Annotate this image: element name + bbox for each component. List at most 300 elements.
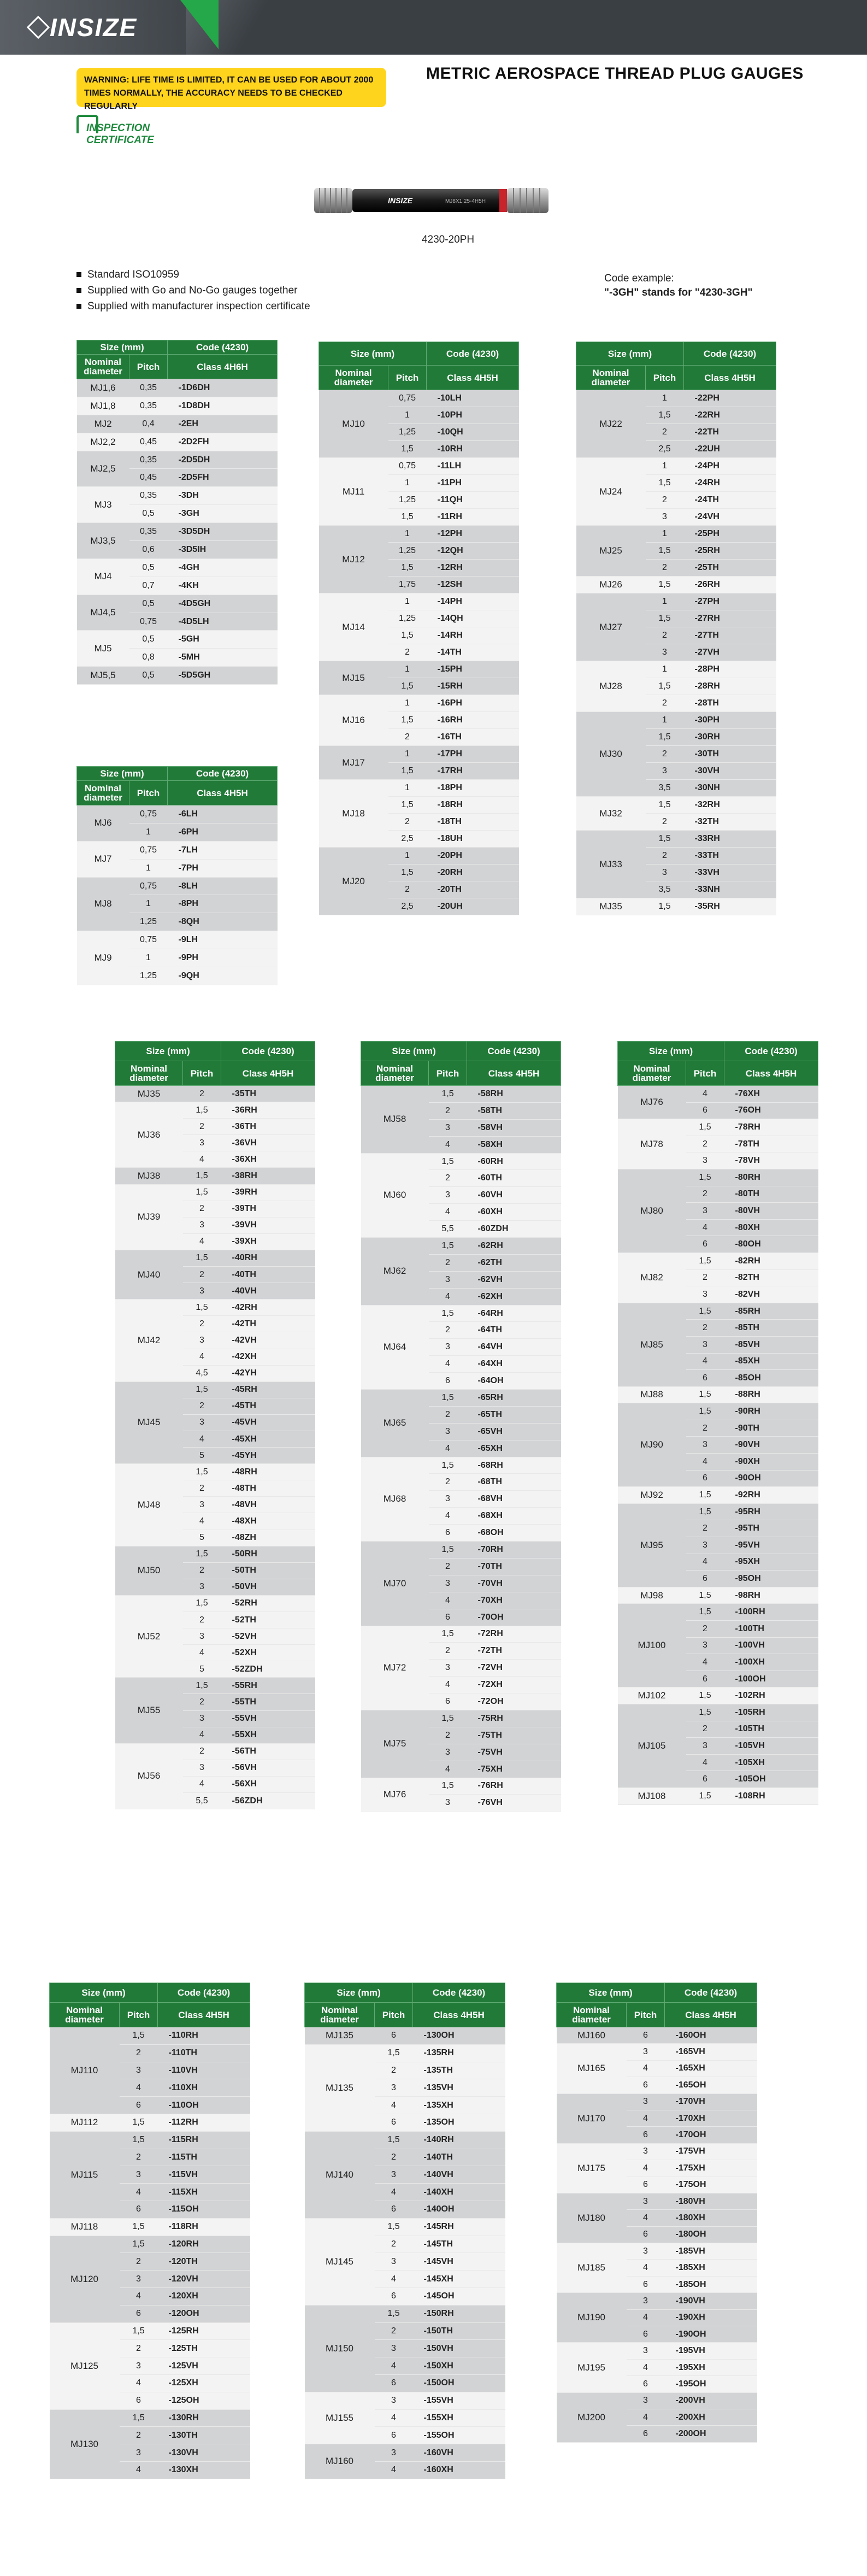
pitch-value: 6 <box>429 1693 467 1710</box>
nominal-diameter: MJ9 <box>77 931 129 985</box>
pitch-value: 1 <box>388 848 427 864</box>
nominal-diameter-header: Nominal diameter <box>50 2003 120 2027</box>
pitch-value: 3 <box>627 2093 665 2110</box>
header-row <box>576 342 776 366</box>
gauge-table <box>76 766 278 985</box>
pitch-value: 3 <box>429 1491 467 1508</box>
pitch-value: 1,5 <box>686 1119 724 1136</box>
pitch-value: 2 <box>183 1480 221 1497</box>
pitch-value: 1,25 <box>388 424 427 441</box>
gauge-code: -78VH <box>724 1152 818 1169</box>
pitch-value: 4 <box>429 1288 467 1305</box>
pitch-value: 4 <box>627 2260 665 2276</box>
table-row <box>305 2444 505 2462</box>
nominal-diameter: MJ82 <box>618 1252 686 1303</box>
gauge-code: -5D5GH <box>168 667 278 685</box>
gauge-code: -30RH <box>684 729 776 746</box>
pitch-value: 1,5 <box>183 1381 221 1398</box>
gauge-code: -90OH <box>724 1470 818 1487</box>
nominal-diameter: MJ145 <box>305 2218 375 2305</box>
gauge-code: -75XH <box>467 1761 561 1778</box>
gauge-code: -190XH <box>665 2309 757 2326</box>
subheader-row <box>77 355 278 379</box>
pitch-value: 1,5 <box>388 763 427 780</box>
gauge-code: -12SH <box>427 577 519 593</box>
gauge-code: -4D5LH <box>168 613 278 631</box>
gauge-code: -55XH <box>221 1727 315 1743</box>
nominal-diameter: MJ11 <box>319 458 388 526</box>
gauge-code: -175XH <box>665 2160 757 2177</box>
gauge-code: -12QH <box>427 543 519 560</box>
pitch-value: 1,5 <box>646 678 684 695</box>
gauge-code: -85XH <box>724 1353 818 1370</box>
code-example <box>604 272 753 300</box>
pitch-header: Pitch <box>129 781 168 805</box>
code-example-label: Code example: <box>604 273 674 284</box>
pitch-value: 4 <box>686 1554 724 1571</box>
pitch-value: 0,75 <box>388 390 427 407</box>
pitch-value: 1 <box>388 475 427 492</box>
gauge-code: -52VH <box>221 1628 315 1645</box>
pitch-value: 1 <box>388 780 427 797</box>
gauge-code: -55TH <box>221 1694 315 1710</box>
gauge-code: -135TH <box>413 2062 505 2079</box>
pitch-value: 3 <box>646 763 684 780</box>
gauge-code: -120OH <box>158 2305 250 2322</box>
pitch-value: 3 <box>429 1423 467 1440</box>
gauge-code: -55RH <box>221 1678 315 1694</box>
pitch-value: 4 <box>429 1761 467 1778</box>
pitch-value: 2 <box>646 492 684 509</box>
nominal-diameter: MJ48 <box>115 1464 183 1546</box>
gauge-code: -56TH <box>221 1743 315 1760</box>
gauge-code: -85TH <box>724 1320 818 1337</box>
gauge-code: -2EH <box>168 415 278 433</box>
pitch-value: 0,6 <box>129 541 168 559</box>
gauge-code: -20RH <box>427 864 519 881</box>
subheader-row <box>361 1061 561 1086</box>
gauge-code: -2D2FH <box>168 433 278 451</box>
gauge-code: -135RH <box>413 2044 505 2062</box>
pitch-value: 1 <box>388 526 427 543</box>
pitch-value: 2 <box>686 1186 724 1203</box>
gauge-code: -95RH <box>724 1503 818 1520</box>
table-row <box>576 526 776 543</box>
table-row <box>50 2409 250 2427</box>
pitch-value: 2 <box>183 1743 221 1760</box>
gauge-code: -135VH <box>413 2079 505 2097</box>
gauge-code: -11QH <box>427 492 519 509</box>
pitch-value: 4 <box>627 2210 665 2226</box>
gauge-code: -42YH <box>221 1365 315 1381</box>
size-header: Size (mm) <box>115 1042 221 1061</box>
gauge-code: -175OH <box>665 2177 757 2193</box>
pitch-value: 2 <box>120 2149 158 2166</box>
gauge-code: -100TH <box>724 1621 818 1638</box>
pitch-value: 2 <box>646 560 684 577</box>
pitch-value: 6 <box>120 2305 158 2322</box>
gauge-code: -76RH <box>467 1778 561 1795</box>
gauge-code: -185VH <box>665 2243 757 2260</box>
pitch-value: 4 <box>686 1654 724 1671</box>
nominal-diameter: MJ55 <box>115 1678 183 1743</box>
pitch-value: 6 <box>375 2027 413 2045</box>
gauge-code: -190VH <box>665 2293 757 2309</box>
table-row <box>618 1403 818 1420</box>
gauge-code: -80TH <box>724 1186 818 1203</box>
gauge-code: -38RH <box>221 1168 315 1184</box>
pitch-value: 2 <box>120 2044 158 2062</box>
header-row <box>115 1042 315 1061</box>
pitch-value: 6 <box>429 1373 467 1390</box>
class-header: Class 4H5H <box>467 1061 561 1086</box>
code-example-text <box>604 286 753 300</box>
nominal-diameter: MJ33 <box>576 831 646 898</box>
pitch-value: 1 <box>129 949 168 967</box>
pitch-value: 5 <box>183 1448 221 1464</box>
gauge-code: -115RH <box>158 2131 250 2149</box>
gauge-code: -110VH <box>158 2062 250 2079</box>
pitch-value: 1,5 <box>646 610 684 627</box>
gauge-code: -75TH <box>467 1727 561 1744</box>
pitch-value: 4 <box>375 2184 413 2201</box>
gauge-code: -195XH <box>665 2359 757 2375</box>
gauge-code: -130RH <box>158 2409 250 2427</box>
gauge-code: -70VH <box>467 1575 561 1592</box>
nominal-diameter: MJ190 <box>557 2293 627 2343</box>
pitch-value: 1,5 <box>429 1238 467 1255</box>
nominal-diameter: MJ15 <box>319 661 388 695</box>
feature-item: Supplied with Go and No-Go gauges together <box>76 283 310 298</box>
subheader-row <box>618 1061 818 1086</box>
pitch-value: 1,5 <box>388 864 427 881</box>
gauge-code: -85OH <box>724 1370 818 1387</box>
gauge-table <box>556 1983 757 2443</box>
subheader-row <box>305 2003 505 2027</box>
pitch-value: 2 <box>686 1721 724 1738</box>
table-row <box>50 2027 250 2045</box>
gauge-code: -76XH <box>724 1086 818 1103</box>
pitch-value: 3 <box>183 1135 221 1151</box>
pitch-value: 2 <box>120 2253 158 2271</box>
nominal-diameter: MJ75 <box>361 1710 429 1778</box>
table-row <box>115 1381 315 1398</box>
pitch-value: 1 <box>646 390 684 407</box>
pitch-value: 1,5 <box>375 2131 413 2149</box>
pitch-value: 1,5 <box>686 1787 724 1804</box>
gauge-code: -75VH <box>467 1744 561 1761</box>
code-header: Code (4230) <box>168 340 278 355</box>
gauge-code: -10RH <box>427 441 519 458</box>
table-row <box>77 805 278 824</box>
gauge-code: -72XH <box>467 1677 561 1693</box>
gauge-code: -4GH <box>168 558 278 577</box>
gauge-code: -24TH <box>684 492 776 509</box>
pitch-value: 0,75 <box>129 613 168 631</box>
pitch-value: 3 <box>183 1760 221 1776</box>
pitch-value: 3 <box>429 1575 467 1592</box>
pitch-value: 2,5 <box>388 898 427 915</box>
gauge-code: -100RH <box>724 1604 818 1621</box>
pitch-value: 2 <box>429 1643 467 1660</box>
nominal-diameter-header: Nominal diameter <box>305 2003 375 2027</box>
pitch-value: 2 <box>183 1612 221 1628</box>
nominal-diameter: MJ2,2 <box>77 433 129 451</box>
pitch-value: 1,5 <box>686 1487 724 1504</box>
pitch-value: 1,5 <box>686 1386 724 1403</box>
gauge-code: -95TH <box>724 1520 818 1537</box>
table-row <box>77 558 278 577</box>
gauge-code: -175VH <box>665 2143 757 2160</box>
table-row <box>50 2322 250 2340</box>
pitch-value: 1,25 <box>388 543 427 560</box>
certificate-line-1: INSPECTION <box>86 122 150 134</box>
nominal-diameter: MJ70 <box>361 1542 429 1626</box>
pitch-value: 2 <box>183 1398 221 1414</box>
product-gauge-image <box>311 176 552 225</box>
nominal-diameter: MJ52 <box>115 1595 183 1677</box>
nominal-diameter: MJ160 <box>305 2444 375 2479</box>
class-header: Class 4H5H <box>684 366 776 390</box>
code-header: Code (4230) <box>158 1983 250 2003</box>
pitch-value: 1,5 <box>686 1704 724 1721</box>
pitch-value: 2 <box>646 746 684 763</box>
gauge-code: -75RH <box>467 1710 561 1727</box>
pitch-value: 1,5 <box>388 509 427 526</box>
pitch-value: 2 <box>183 1562 221 1579</box>
pitch-value: 1,5 <box>388 627 427 644</box>
pitch-value: 4 <box>183 1513 221 1530</box>
subheader-row <box>557 2003 757 2027</box>
gauge-code: -35RH <box>684 898 776 915</box>
gauge-code: -170OH <box>665 2127 757 2143</box>
gauge-code: -32TH <box>684 814 776 831</box>
table-row <box>77 487 278 505</box>
table-row <box>576 797 776 814</box>
pitch-value: 3 <box>627 2143 665 2160</box>
table-row <box>115 1299 315 1316</box>
gauge-code: -110OH <box>158 2097 250 2114</box>
gauge-logo-text: INSIZE <box>388 196 413 205</box>
gauge-code: -125VH <box>158 2357 250 2375</box>
table-row <box>618 1119 818 1136</box>
pitch-value: 5,5 <box>429 1221 467 1238</box>
pitch-value: 4,5 <box>183 1365 221 1381</box>
pitch-value: 2 <box>183 1201 221 1217</box>
gauge-code: -62XH <box>467 1288 561 1305</box>
pitch-value: 5 <box>183 1661 221 1678</box>
gauge-code: -130TH <box>158 2427 250 2444</box>
pitch-value: 1,5 <box>646 543 684 560</box>
page-title: METRIC AEROSPACE THREAD PLUG GAUGES <box>426 64 804 83</box>
nominal-diameter: MJ112 <box>50 2114 120 2131</box>
gauge-code: -9LH <box>168 931 278 949</box>
table-row <box>50 2131 250 2149</box>
table-row <box>557 2392 757 2409</box>
gauge-code: -170XH <box>665 2110 757 2126</box>
gauge-table <box>304 1983 505 2479</box>
gauge-code: -60VH <box>467 1187 561 1204</box>
pitch-value: 3 <box>627 2392 665 2409</box>
gauge-code: -105TH <box>724 1721 818 1738</box>
pitch-value: 1,5 <box>120 2114 158 2131</box>
nominal-diameter: MJ115 <box>50 2131 120 2218</box>
pitch-value: 6 <box>686 1771 724 1788</box>
gauge-code: -8PH <box>168 895 278 913</box>
pitch-value: 1,5 <box>646 577 684 593</box>
nominal-diameter-header: Nominal diameter <box>576 366 646 390</box>
gauge-code: -118RH <box>158 2218 250 2236</box>
gauge-code: -58TH <box>467 1102 561 1119</box>
table-row <box>618 1086 818 1103</box>
table-row <box>319 593 519 610</box>
pitch-value: 3 <box>686 1286 724 1303</box>
code-header: Code (4230) <box>413 1983 505 2003</box>
pitch-value: 0,5 <box>129 558 168 577</box>
pitch-value: 1,5 <box>646 475 684 492</box>
pitch-value: 2 <box>429 1254 467 1271</box>
nominal-diameter: MJ125 <box>50 2322 120 2409</box>
gauge-code: -48ZH <box>221 1530 315 1546</box>
class-header: Class 4H5H <box>221 1061 315 1086</box>
nominal-diameter: MJ88 <box>618 1386 686 1403</box>
nominal-diameter: MJ5 <box>77 631 129 667</box>
gauge-code: -64VH <box>467 1339 561 1356</box>
header-row <box>319 342 519 366</box>
pitch-value: 1,5 <box>183 1250 221 1266</box>
pitch-value: 0,5 <box>129 631 168 649</box>
pitch-value: 4 <box>375 2357 413 2375</box>
pitch-value: 1,5 <box>429 1390 467 1407</box>
gauge-code: -45VH <box>221 1414 315 1431</box>
pitch-value: 4 <box>686 1754 724 1771</box>
gauge-code: -145OH <box>413 2287 505 2305</box>
gauge-code: -35TH <box>221 1086 315 1102</box>
pitch-value: 3 <box>429 1339 467 1356</box>
size-header: Size (mm) <box>576 342 684 366</box>
gauge-code: -30NH <box>684 780 776 797</box>
pitch-value: 1 <box>646 712 684 729</box>
gauge-code: -22PH <box>684 390 776 407</box>
pitch-value: 6 <box>627 2127 665 2143</box>
gauge-code: -185XH <box>665 2260 757 2276</box>
size-header: Size (mm) <box>50 1983 158 2003</box>
gauge-code: -18RH <box>427 797 519 814</box>
gauge-code: -140OH <box>413 2201 505 2218</box>
nominal-diameter: MJ6 <box>77 805 129 842</box>
gauge-code: -28PH <box>684 661 776 678</box>
gauge-code: -115XH <box>158 2184 250 2201</box>
pitch-header: Pitch <box>388 366 427 390</box>
pitch-value: 1,5 <box>686 1252 724 1269</box>
pitch-value: 3 <box>686 1738 724 1755</box>
gauge-code: -3DH <box>168 487 278 505</box>
gauge-code: -52TH <box>221 1612 315 1628</box>
gauge-code: -16TH <box>427 729 519 746</box>
pitch-value: 1 <box>646 458 684 475</box>
gauge-code: -100VH <box>724 1637 818 1654</box>
pitch-value: 3 <box>183 1332 221 1349</box>
pitch-header: Pitch <box>627 2003 665 2027</box>
nominal-diameter-header: Nominal diameter <box>77 781 129 805</box>
pitch-value: 1,5 <box>429 1626 467 1643</box>
gauge-code: -165XH <box>665 2060 757 2077</box>
nominal-diameter: MJ155 <box>305 2392 375 2444</box>
gauge-code: -68RH <box>467 1457 561 1474</box>
pitch-value: 2 <box>429 1170 467 1187</box>
pitch-value: 0,75 <box>129 877 168 895</box>
nominal-diameter: MJ39 <box>115 1184 183 1250</box>
nominal-diameter: MJ3,5 <box>77 523 129 559</box>
pitch-value: 3 <box>429 1187 467 1204</box>
class-header: Class 4H5H <box>665 2003 757 2027</box>
brand-name: INSIZE <box>50 13 138 42</box>
pitch-value: 3 <box>627 2293 665 2309</box>
nominal-diameter: MJ72 <box>361 1626 429 1710</box>
gauge-code: -110TH <box>158 2044 250 2062</box>
gauge-code: -145TH <box>413 2236 505 2253</box>
size-header: Size (mm) <box>319 342 427 366</box>
gauge-code: -10LH <box>427 390 519 407</box>
pitch-value: 4 <box>627 2409 665 2425</box>
pitch-value: 6 <box>120 2201 158 2218</box>
gauge-code: -42RH <box>221 1299 315 1316</box>
gauge-code: -80RH <box>724 1169 818 1186</box>
gauge-code: -68XH <box>467 1508 561 1525</box>
pitch-value: 4 <box>183 1645 221 1661</box>
gauge-code: -27VH <box>684 644 776 661</box>
table-row <box>576 831 776 848</box>
pitch-value: 1,5 <box>183 1546 221 1562</box>
gauge-code: -1D6DH <box>168 379 278 397</box>
gauge-code: -9PH <box>168 949 278 967</box>
code-header: Code (4230) <box>168 767 278 781</box>
gauge-code: -150VH <box>413 2340 505 2357</box>
nominal-diameter: MJ185 <box>557 2243 627 2293</box>
nominal-diameter: MJ7 <box>77 841 129 877</box>
pitch-value: 6 <box>686 1102 724 1119</box>
nominal-diameter: MJ35 <box>576 898 646 915</box>
nominal-diameter: MJ76 <box>361 1778 429 1812</box>
pitch-value: 4 <box>375 2097 413 2114</box>
pitch-value: 1,5 <box>429 1153 467 1170</box>
product-caption: 4230-20PH <box>421 234 475 245</box>
table-row <box>305 2131 505 2149</box>
gauge-code: -45RH <box>221 1381 315 1398</box>
nominal-diameter: MJ2 <box>77 415 129 433</box>
gauge-code: -24RH <box>684 475 776 492</box>
gauge-code: -72TH <box>467 1643 561 1660</box>
pitch-value: 2,5 <box>646 441 684 458</box>
pitch-value: 6 <box>686 1236 724 1253</box>
nominal-diameter-header: Nominal diameter <box>557 2003 627 2027</box>
nominal-diameter: MJ22 <box>576 390 646 458</box>
pitch-value: 3 <box>375 2444 413 2462</box>
code-header: Code (4230) <box>665 1983 757 2003</box>
table-row <box>115 1546 315 1562</box>
pitch-value: 6 <box>686 1370 724 1387</box>
pitch-value: 1 <box>388 407 427 424</box>
table-row <box>50 2218 250 2236</box>
pitch-value: 1 <box>388 593 427 610</box>
pitch-value: 1 <box>388 661 427 678</box>
feature-item: Standard ISO10959 <box>76 267 310 283</box>
gauge-code: -72OH <box>467 1693 561 1710</box>
gauge-code: -12PH <box>427 526 519 543</box>
table-row <box>618 1687 818 1704</box>
nominal-diameter-header: Nominal diameter <box>361 1061 429 1086</box>
table-row <box>361 1457 561 1474</box>
